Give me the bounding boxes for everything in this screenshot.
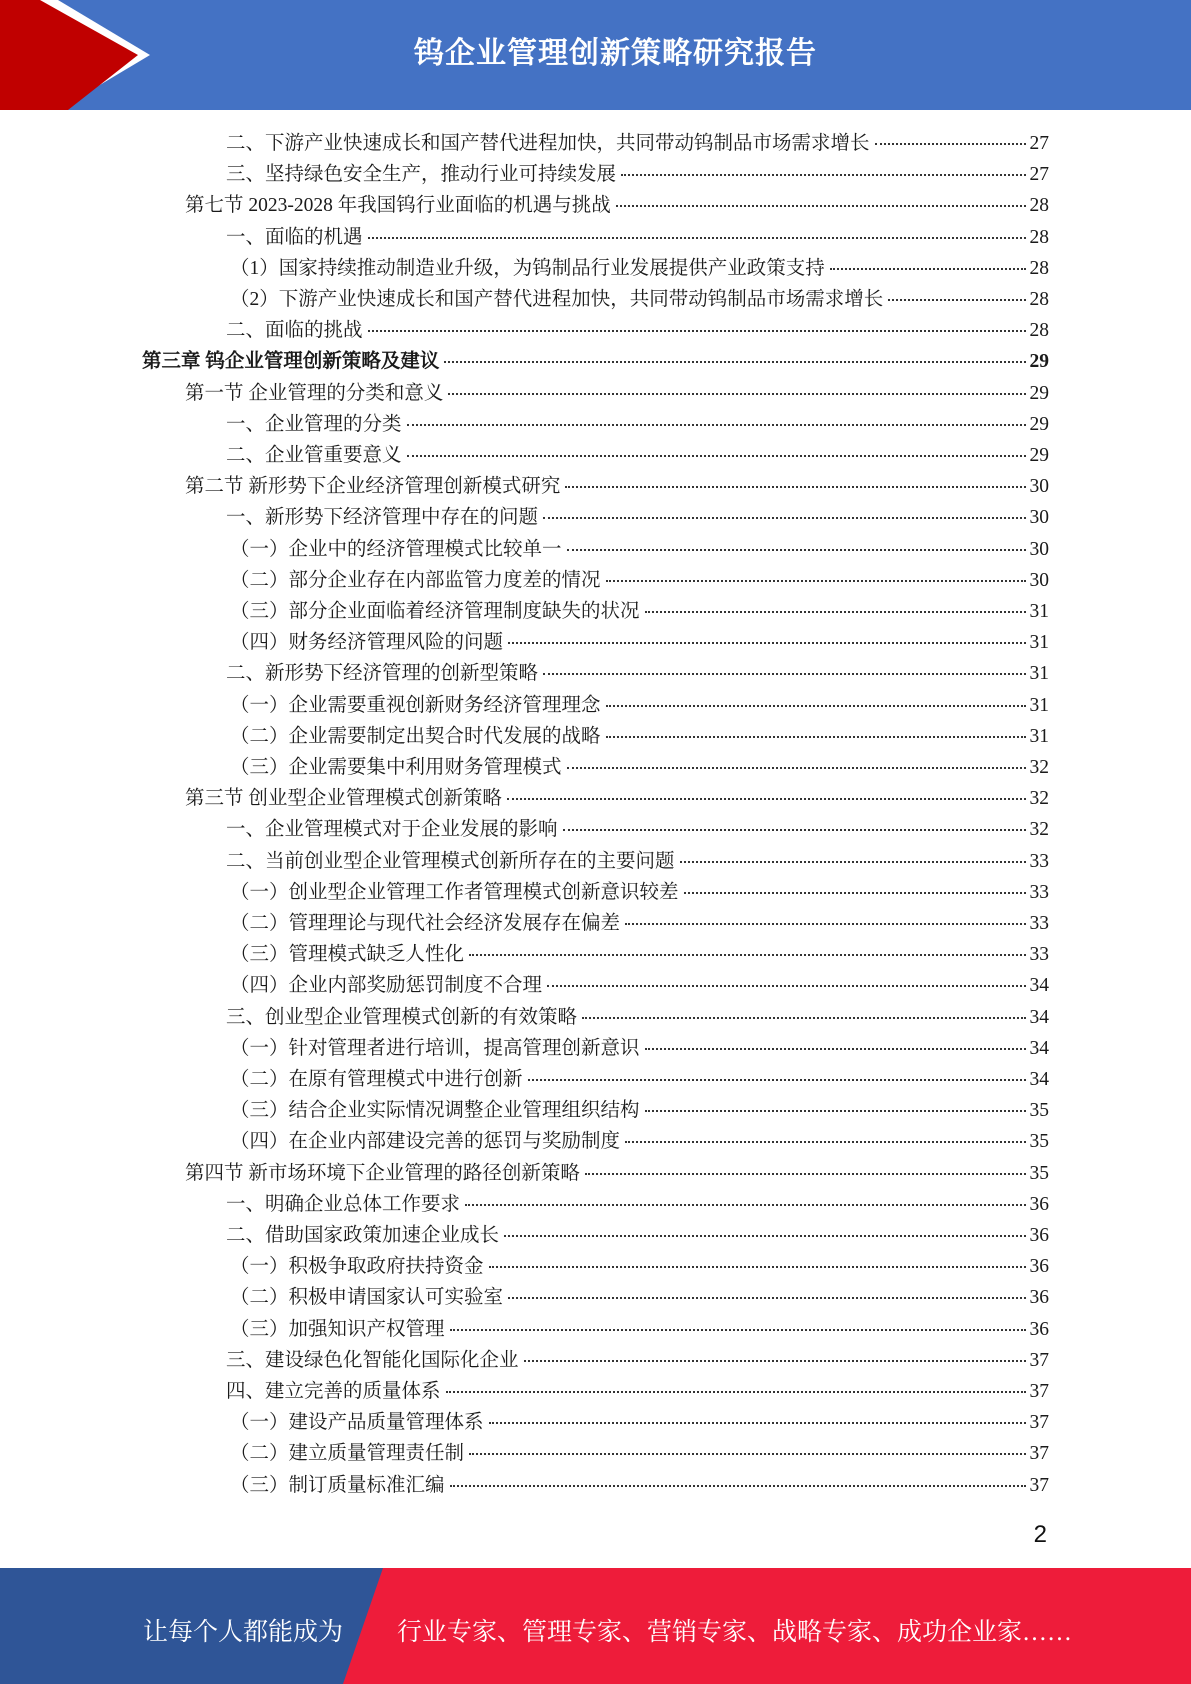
toc-leader-dots	[543, 673, 1025, 675]
toc-entry[interactable]	[0, 345, 1049, 376]
toc-entry-page: 34	[1029, 1069, 1049, 1090]
toc-entry-page: 28	[1029, 195, 1049, 217]
toc-entry-page: 33	[1029, 913, 1049, 934]
toc-leader-dots	[563, 829, 1026, 831]
toc-leader-dots	[567, 549, 1026, 551]
toc-leader-dots	[524, 1360, 1026, 1362]
toc-leader-dots	[444, 361, 1025, 363]
toc-entry[interactable]	[0, 657, 1049, 688]
toc-leader-dots	[625, 923, 1025, 925]
toc-entry-page: 36	[1029, 1256, 1049, 1278]
toc-entry-page: 34	[1029, 1006, 1049, 1028]
toc-entry[interactable]	[0, 127, 1049, 158]
toc-entry-title: 三、创业型企业管理模式创新的有效策略	[226, 1006, 578, 1028]
toc-leader-dots	[446, 1391, 1026, 1393]
toc-entry-page: 33	[1029, 850, 1049, 872]
toc-leader-dots	[645, 1110, 1026, 1112]
toc-entry-title: （三）管理模式缺乏人性化	[230, 944, 465, 966]
toc-entry-title: （一）企业中的经济管理模式比较单一	[230, 538, 562, 560]
toc-entry[interactable]	[0, 1437, 1049, 1468]
toc-leader-dots	[489, 1422, 1026, 1424]
toc-entry-page: 34	[1029, 1037, 1049, 1059]
toc-leader-dots	[606, 580, 1026, 582]
toc-entry[interactable]	[0, 1094, 1049, 1125]
toc-leader-dots	[368, 330, 1026, 332]
toc-entry[interactable]	[0, 1344, 1049, 1375]
toc-entry[interactable]	[0, 689, 1049, 720]
toc-entry[interactable]	[0, 938, 1049, 969]
toc-entry-title: （2）下游产业快速成长和国产替代进程加快，共同带动钨制品市场需求增长	[230, 289, 884, 310]
toc-leader-dots	[448, 393, 1025, 395]
toc-entry-title: 第三节 创业型企业管理模式创新策略	[185, 788, 502, 810]
toc-leader-dots	[547, 985, 1025, 987]
toc-entry[interactable]	[0, 252, 1049, 283]
toc-entry-title: （1）国家持续推动制造业升级，为钨制品行业发展提供产业政策支持	[230, 257, 825, 279]
toc-entry[interactable]	[0, 720, 1049, 751]
toc-entry-page: 29	[1029, 413, 1049, 435]
toc-entry-page: 36	[1029, 1287, 1049, 1309]
toc-leader-dots	[621, 174, 1025, 176]
toc-entry-title: 二、新形势下经济管理的创新型策略	[226, 663, 539, 685]
footer-slogan-left: 让每个人都能成为	[143, 1619, 344, 1646]
toc-entry[interactable]	[0, 533, 1049, 564]
toc-entry-title: （二）企业需要制定出契合时代发展的战略	[230, 725, 601, 747]
toc-entry-page: 31	[1029, 694, 1049, 716]
toc-entry-page: 32	[1029, 788, 1049, 810]
toc-entry-page: 36	[1029, 1193, 1049, 1215]
toc-entry-page: 29	[1029, 382, 1049, 404]
toc-entry-title: 三、建设绿色化智能化国际化企业	[226, 1349, 519, 1371]
toc-entry-page: 37	[1029, 1443, 1049, 1465]
toc-entry-page: 28	[1029, 289, 1049, 310]
toc-entry-title: （二）管理理论与现代社会经济发展存在偏差	[230, 913, 621, 934]
toc-entry[interactable]	[0, 1157, 1049, 1188]
toc-entry-page: 31	[1029, 725, 1049, 747]
toc-entry-page: 35	[1029, 1131, 1049, 1153]
toc-entry[interactable]	[0, 283, 1049, 314]
toc-entry[interactable]	[0, 1313, 1049, 1344]
page-number: 2	[1033, 1521, 1047, 1548]
toc-leader-dots	[875, 143, 1026, 145]
toc-entry[interactable]	[0, 626, 1049, 657]
toc-entry[interactable]	[0, 1063, 1049, 1094]
toc-leader-dots	[407, 424, 1026, 426]
toc-entry-title: 四、建立完善的质量体系	[226, 1381, 441, 1402]
toc-entry-page: 37	[1029, 1412, 1049, 1434]
toc-entry[interactable]	[0, 501, 1049, 532]
toc-entry-title: （四）企业内部奖励惩罚制度不合理	[230, 975, 543, 997]
toc-entry[interactable]	[0, 969, 1049, 1000]
toc-leader-dots	[543, 517, 1025, 519]
toc-entry-page: 33	[1029, 881, 1049, 903]
toc-leader-dots	[582, 1017, 1025, 1019]
toc-entry-title: 一、面临的机遇	[226, 226, 363, 248]
toc-entry[interactable]	[0, 439, 1049, 470]
toc-entry-title: 一、新形势下经济管理中存在的问题	[226, 507, 539, 529]
toc-leader-dots	[469, 954, 1025, 956]
toc-entry[interactable]	[0, 564, 1049, 595]
toc-entry[interactable]	[0, 1281, 1049, 1312]
toc-entry-page: 31	[1029, 632, 1049, 654]
toc-entry[interactable]	[0, 1250, 1049, 1281]
toc-entry-title: （一）针对管理者进行培训，提高管理创新意识	[230, 1037, 640, 1059]
toc-leader-dots	[465, 1204, 1025, 1206]
toc-entry-page: 30	[1029, 569, 1049, 591]
toc-entry[interactable]	[0, 1219, 1049, 1250]
toc-entry-title: （三）制订质量标准汇编	[230, 1474, 445, 1496]
toc-entry-title: 一、企业管理模式对于企业发展的影响	[226, 819, 558, 841]
toc-entry-page: 28	[1029, 320, 1049, 342]
toc-entry-title: 二、下游产业快速成长和国产替代进程加快，共同带动钨制品市场需求增长	[226, 133, 870, 154]
toc-entry-page: 29	[1029, 445, 1049, 466]
toc-entry-title: （一）建设产品质量管理体系	[230, 1412, 484, 1434]
toc-leader-dots	[830, 268, 1026, 270]
toc-leader-dots	[450, 1329, 1026, 1331]
toc-entry-page: 36	[1029, 1318, 1049, 1340]
toc-entry[interactable]	[0, 845, 1049, 876]
toc-entry-title: （三）部分企业面临着经济管理制度缺失的状况	[230, 601, 640, 622]
toc-leader-dots	[368, 237, 1026, 239]
toc-entry[interactable]	[0, 1001, 1049, 1032]
toc-entry-title: 第二节 新形势下企业经济管理创新模式研究	[185, 476, 561, 498]
toc-leader-dots	[606, 705, 1026, 707]
toc-entry-title: （一）积极争取政府扶持资金	[230, 1256, 484, 1278]
toc-entry-page: 31	[1029, 601, 1049, 622]
toc-leader-dots	[680, 861, 1026, 863]
toc-entry-page: 30	[1029, 538, 1049, 560]
toc-entry-page: 29	[1029, 351, 1049, 373]
toc-entry[interactable]	[0, 1406, 1049, 1437]
toc-entry[interactable]	[0, 1188, 1049, 1219]
toc-entry-title: 一、明确企业总体工作要求	[226, 1193, 461, 1215]
toc-entry-page: 32	[1029, 757, 1049, 778]
document-title: 钨企业管理创新策略研究报告	[414, 36, 817, 71]
page-header	[0, 0, 1191, 110]
toc-entry-page: 28	[1029, 257, 1049, 279]
toc-entry-title: 二、企业管重要意义	[226, 445, 402, 466]
toc-entry-title: 二、面临的挑战	[226, 320, 363, 342]
toc-entry[interactable]	[0, 813, 1049, 844]
toc-entry[interactable]	[0, 1125, 1049, 1156]
toc-entry[interactable]	[0, 1032, 1049, 1063]
toc-entry[interactable]	[0, 377, 1049, 408]
toc-entry-title: （二）在原有管理模式中进行创新	[230, 1069, 523, 1090]
toc-entry-title: 第一节 企业管理的分类和意义	[185, 382, 444, 404]
toc-entry-page: 35	[1029, 1100, 1049, 1122]
toc-leader-dots	[616, 205, 1026, 207]
toc-leader-dots	[565, 486, 1025, 488]
toc-entry-page: 37	[1029, 1381, 1049, 1402]
toc-entry[interactable]	[0, 876, 1049, 907]
toc-entry-title: （二）建立质量管理责任制	[230, 1443, 465, 1465]
toc-leader-dots	[508, 1297, 1025, 1299]
toc-leader-dots	[684, 892, 1026, 894]
toc-entry-page: 27	[1029, 164, 1049, 186]
toc-entry-title: （四）在企业内部建设完善的惩罚与奖励制度	[230, 1131, 621, 1153]
toc-leader-dots	[507, 798, 1026, 800]
toc-entry[interactable]	[0, 221, 1049, 252]
toc-entry-page: 35	[1029, 1162, 1049, 1184]
toc-entry-page: 37	[1029, 1349, 1049, 1371]
toc-entry-page: 36	[1029, 1225, 1049, 1246]
toc-entry[interactable]	[0, 189, 1049, 220]
toc-leader-dots	[645, 1048, 1026, 1050]
page-footer	[0, 1568, 1191, 1684]
toc-leader-dots	[407, 455, 1026, 457]
toc-entry[interactable]	[0, 751, 1049, 782]
toc-leader-dots	[625, 1141, 1025, 1143]
toc-entry-page: 33	[1029, 944, 1049, 966]
toc-entry-title: （一）企业需要重视创新财务经济管理理念	[230, 694, 601, 716]
toc-entry-page: 28	[1029, 226, 1049, 248]
toc-leader-dots	[888, 299, 1025, 301]
toc-leader-dots	[567, 767, 1026, 769]
toc-entry-title: 二、当前创业型企业管理模式创新所存在的主要问题	[226, 850, 675, 872]
toc-entry-page: 32	[1029, 819, 1049, 841]
toc-entry[interactable]	[0, 158, 1049, 189]
toc-entry-title: （三）结合企业实际情况调整企业管理组织结构	[230, 1100, 640, 1122]
toc-entry[interactable]	[0, 1375, 1049, 1406]
toc-entry-title: （四）财务经济管理风险的问题	[230, 632, 504, 654]
toc-entry-page: 27	[1029, 133, 1049, 154]
toc-entry[interactable]	[0, 907, 1049, 938]
toc-entry-title: （二）积极申请国家认可实验室	[230, 1287, 504, 1309]
toc-entry-title: （二）部分企业存在内部监管力度差的情况	[230, 569, 601, 591]
toc-entry[interactable]	[0, 408, 1049, 439]
toc-leader-dots	[450, 1485, 1026, 1487]
toc-entry-page: 34	[1029, 975, 1049, 997]
toc-leader-dots	[606, 736, 1026, 738]
footer-slogan-right: 行业专家、管理专家、营销专家、战略专家、成功企业家……	[397, 1619, 1073, 1646]
toc-entry-title: 第四节 新市场环境下企业管理的路径创新策略	[185, 1162, 580, 1184]
toc-leader-dots	[528, 1079, 1026, 1081]
toc-entry-title: 一、企业管理的分类	[226, 413, 402, 435]
toc-entry-title: （三）加强知识产权管理	[230, 1318, 445, 1340]
toc-entry-title: 二、借助国家政策加速企业成长	[226, 1225, 500, 1246]
toc-entry-title: （三）企业需要集中利用财务管理模式	[230, 757, 562, 778]
toc-leader-dots	[504, 1235, 1025, 1237]
toc-entry-title: 第三章 钨企业管理创新策略及建议	[142, 351, 440, 373]
toc-entry[interactable]	[0, 595, 1049, 626]
toc-entry-page: 37	[1029, 1474, 1049, 1496]
toc-leader-dots	[585, 1173, 1026, 1175]
toc-leader-dots	[489, 1266, 1026, 1268]
toc-entry-page: 31	[1029, 663, 1049, 685]
toc-entry-title: （一）创业型企业管理工作者管理模式创新意识较差	[230, 881, 679, 903]
toc-entry-title: 第七节 2023-2028 年我国钨行业面临的机遇与挑战	[185, 195, 611, 217]
toc-leader-dots	[645, 611, 1026, 613]
toc-entry[interactable]	[0, 782, 1049, 813]
toc-entry[interactable]	[0, 470, 1049, 501]
toc-entry[interactable]	[0, 314, 1049, 345]
toc-entry-title: 三、坚持绿色安全生产，推动行业可持续发展	[226, 164, 617, 186]
toc-entry-page: 30	[1029, 507, 1049, 529]
toc-entry[interactable]	[0, 1469, 1049, 1500]
toc-leader-dots	[508, 642, 1025, 644]
toc-leader-dots	[469, 1453, 1025, 1455]
toc-entry-page: 30	[1029, 476, 1049, 498]
